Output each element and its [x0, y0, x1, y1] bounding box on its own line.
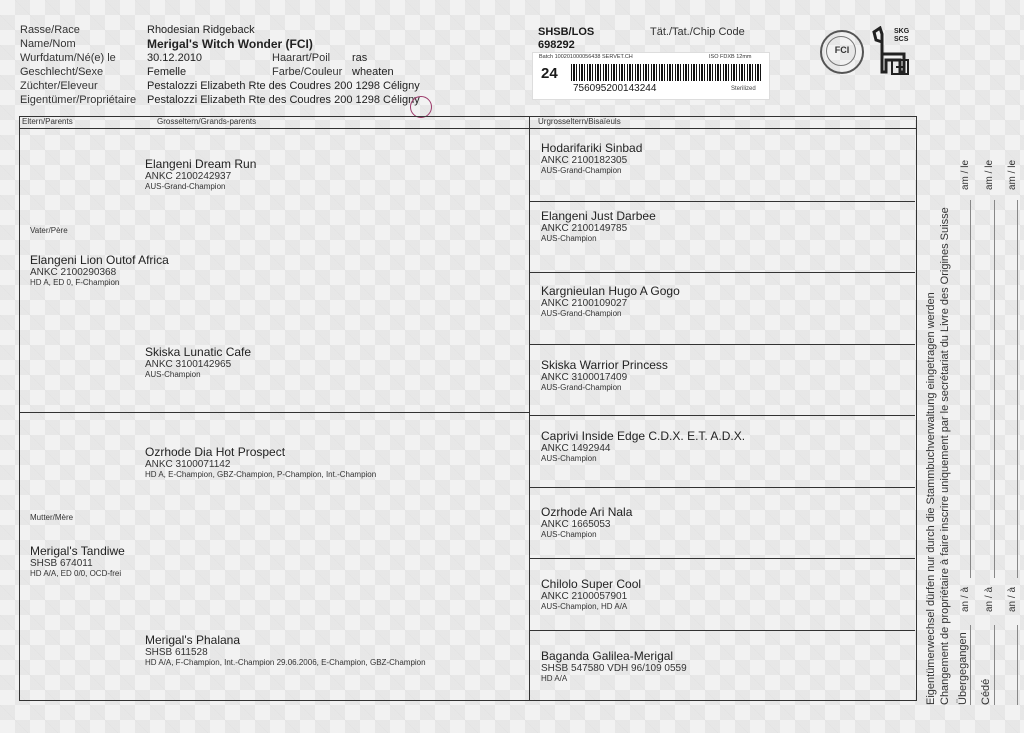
name-label: Name/Nom: [20, 38, 76, 50]
ggp-reg: ANKC 2100182305: [541, 155, 628, 166]
ggp-name: Kargnieulan Hugo A Gogo: [541, 284, 680, 298]
skg-logo-text: SKG SCS: [894, 28, 910, 43]
color-label: Farbe/Couleur: [272, 66, 343, 78]
signature-line: [970, 625, 971, 705]
batch-text: Batch 100201000056438 SERVET.CH: [539, 54, 633, 60]
transferred-label: Übergegangen: [957, 632, 969, 705]
sire-block: [30, 226, 169, 287]
sire-name: Elangeni Lion Outof Africa: [30, 253, 169, 267]
birth-date: 30.12.2010: [147, 52, 203, 64]
barcode-icon: [571, 64, 761, 81]
ggp-title: AUS-Champion, HD A/A: [541, 602, 628, 611]
am-le-label: am / le: [960, 159, 971, 190]
color-value: wheaten: [352, 66, 394, 78]
ggp-reg: ANKC 3100017409: [541, 372, 628, 383]
owner-label: Eigentümer/Propriétaire: [20, 94, 137, 106]
sire-reg: ANKC 2100290368: [30, 267, 117, 278]
parent-divider: [19, 412, 530, 413]
col-head-greatgrandparents: Urgrosseltern/Bisaïeuls: [538, 117, 621, 126]
an-a-label: an / à: [1007, 586, 1018, 612]
shsb-number: 698292: [538, 39, 575, 51]
am-le-label: am / le: [1007, 159, 1018, 190]
ggp-divider: [529, 344, 915, 345]
signature-line: [1017, 625, 1018, 705]
grandparent-3: [145, 445, 376, 479]
grandparent-reg: ANKC 3100142965: [145, 359, 232, 370]
greatgrandparent-3: [541, 284, 680, 318]
grandparent-name: Merigal's Phalana: [145, 633, 241, 647]
ggp-reg: SHSB 547580 VDH 96/109 0559: [541, 663, 687, 674]
chip-number: 756095200143244: [573, 83, 657, 94]
am-le-label: am / le: [984, 159, 995, 190]
grandparent-title: AUS-Grand-Champion: [145, 182, 226, 191]
greatgrandparent-8: [541, 649, 687, 683]
grandparent-name: Skiska Lunatic Cafe: [145, 345, 252, 359]
grandparent-title: HD A, E-Champion, GBZ-Champion, P-Champion, Int.-Champion: [145, 470, 377, 479]
ggp-divider: [529, 272, 915, 273]
col-head-grandparents: Grosseltern/Grands-parents: [157, 117, 257, 126]
breeder-label: Züchter/Eleveur: [20, 80, 98, 92]
ggp-name: Baganda Galilea-Merigal: [541, 649, 674, 663]
ggp-divider: [529, 487, 915, 488]
sire-title: HD A, ED 0, F-Champion: [30, 278, 120, 287]
dam-role: Mutter/Mère: [30, 513, 74, 522]
fci-logo-text: FCI: [834, 45, 850, 55]
ggp-title: AUS-Grand-Champion: [541, 383, 622, 392]
dam-title: HD A/A, ED 0/0, OCD-frei: [30, 569, 122, 578]
dam-block: [30, 513, 125, 578]
ggp-title: AUS-Champion: [541, 530, 597, 539]
signature-line: [994, 625, 995, 705]
grandparent-2: [145, 345, 251, 379]
column-header-rule: [19, 128, 916, 129]
breed-label: Rasse/Race: [20, 24, 80, 36]
chip-sticker: [532, 52, 770, 100]
signature-line: [970, 200, 971, 578]
ggp-divider: [529, 630, 915, 631]
col-head-parents: Eltern/Parents: [22, 117, 73, 126]
breeder-value: Pestalozzi Elizabeth Rte des Coudres 200 1298 Céligny: [147, 80, 420, 92]
dam-name: Merigal's Tandiwe: [30, 544, 125, 558]
pedigree-table: [19, 116, 917, 701]
grandparent-name: Elangeni Dream Run: [145, 157, 257, 171]
grandparent-name: Ozrhode Dia Hot Prospect: [145, 445, 286, 459]
sterilized-text: Sterilized: [731, 86, 756, 92]
coat-label: Haarart/Poil: [272, 52, 331, 64]
ggp-reg: ANKC 1492944: [541, 443, 611, 454]
ggp-divider: [529, 415, 915, 416]
grandparent-reg: ANKC 2100242937: [145, 171, 232, 182]
transfer-note-fr: Changement de propriétaire à faire inscrire uniquement par le secrétariat du Livre des Origines Suisse: [939, 207, 951, 705]
owner-value: Pestalozzi Elizabeth Rte des Coudres 200 1298 Céligny: [147, 94, 420, 106]
ggp-title: AUS-Champion: [541, 234, 597, 243]
breed-value: Rhodesian Ridgeback: [147, 24, 255, 36]
ggp-name: Chilolo Super Cool: [541, 577, 642, 591]
ggp-title: AUS-Champion: [541, 454, 597, 463]
ggp-title: HD A/A: [541, 674, 568, 683]
ggp-name: Elangeni Just Darbee: [541, 209, 656, 223]
ggp-title: AUS-Grand-Champion: [541, 309, 622, 318]
skg-logo-icon: [870, 26, 918, 76]
greatgrandparent-6: [541, 505, 632, 539]
greatgrandparent-4: [541, 358, 668, 392]
ggp-reg: ANKC 2100149785: [541, 223, 628, 234]
ggp-name: Skiska Warrior Princess: [541, 358, 668, 372]
greatgrandparent-5: [541, 429, 745, 463]
ggp-divider: [529, 201, 915, 202]
column-divider: [529, 116, 530, 700]
signature-line: [994, 200, 995, 578]
iso-text: ISO FDXB 12mm: [709, 54, 752, 60]
ggp-reg: ANKC 1665053: [541, 519, 611, 530]
grandparent-1: [145, 157, 256, 191]
grandparent-title: HD A/A, F-Champion, Int.-Champion 29.06.2006, E-Champion, GBZ-Champion: [145, 658, 426, 667]
signature-stamp-icon: [410, 96, 432, 118]
greatgrandparent-1: [541, 141, 642, 175]
greatgrandparent-7: [541, 577, 641, 611]
ggp-name: Ozrhode Ari Nala: [541, 505, 633, 519]
ggp-reg: ANKC 2100109027: [541, 298, 628, 309]
fci-logo-icon: [820, 30, 864, 74]
ceded-label: Cédé: [980, 678, 992, 705]
coat-value: ras: [352, 52, 368, 64]
sex-value: Femelle: [147, 66, 187, 78]
dog-name: Merigal's Witch Wonder (FCI): [147, 37, 313, 51]
sticker-number: 24: [541, 65, 558, 82]
an-a-label: an / à: [960, 586, 971, 612]
grandparent-title: AUS-Champion: [145, 370, 201, 379]
grandparent-4: [145, 633, 426, 667]
ggp-divider: [529, 558, 915, 559]
ggp-reg: ANKC 2100057901: [541, 591, 628, 602]
signature-line: [1017, 200, 1018, 578]
ggp-name: Caprivi Inside Edge C.D.X. E.T. A.D.X.: [541, 429, 746, 443]
greatgrandparent-2: [541, 209, 656, 243]
sire-role: Vater/Père: [30, 226, 68, 235]
ggp-name: Hodarifariki Sinbad: [541, 141, 643, 155]
shsb-label: SHSB/LOS: [538, 26, 595, 38]
ggp-title: AUS-Grand-Champion: [541, 166, 622, 175]
grandparent-reg: ANKC 3100071142: [145, 459, 231, 470]
grandparent-reg: SHSB 611528: [145, 647, 208, 658]
transfer-note-de: Eigentümerwechsel dürfen nur durch die Stammbuchverwaltung eingetragen werden: [925, 292, 937, 705]
an-a-label: an / à: [984, 586, 995, 612]
dam-reg: SHSB 674011: [30, 558, 93, 569]
sex-label: Geschlecht/Sexe: [20, 66, 104, 78]
birth-label: Wurfdatum/Né(e) le: [20, 52, 116, 64]
chip-code-label: Tät./Tat./Chip Code: [650, 26, 745, 38]
